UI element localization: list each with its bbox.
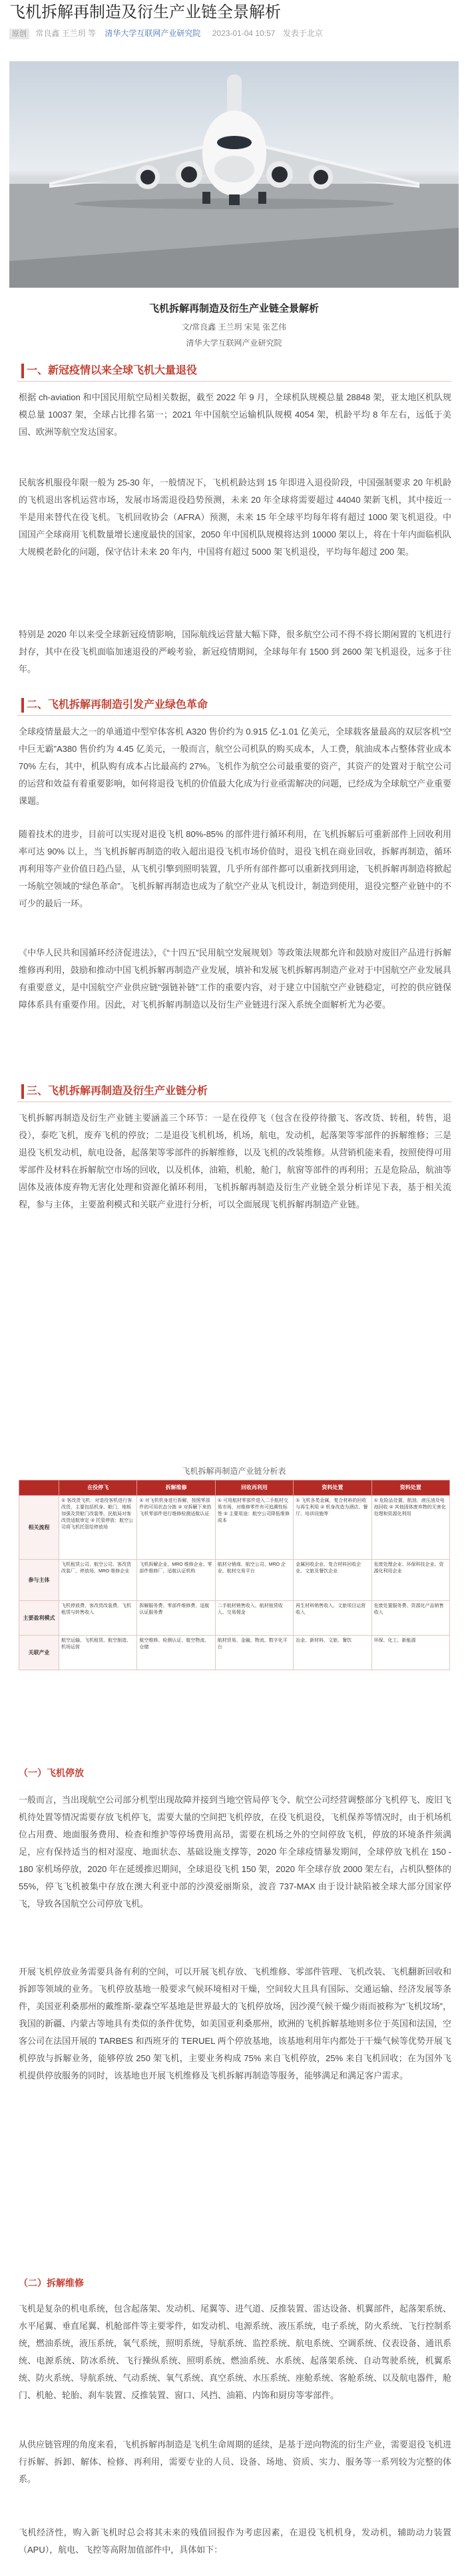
article-title: 飞机拆解再制造及衍生产业链全景解析 — [9, 3, 281, 21]
table-cell: 航材分销商、航空公司、MRO 企业、航材交易平台 — [215, 1560, 293, 1601]
section-3-title: 三、飞机拆解再制造及衍生产业链分析 — [27, 1084, 208, 1099]
section-marker — [21, 364, 24, 378]
table-cell: 再生材料销售收入、文旅项目运营收入 — [294, 1601, 371, 1636]
table-title: 飞机拆解再制造产业链分析表 — [182, 1466, 286, 1476]
paragraph: 开展飞机停放业务需要具备有利的空间，可以开展飞机存放、飞机维修、零部件管理、飞机改装、飞机翻新回收和拆卸等领域的业务。飞机停放基地一般要求气候环境相对干燥，空间较大且具有国际、交通运输、经济发展等条件，美国亚利桑那州的戴维斯-蒙森空军基地是世界最大的飞机停放场，因沙漠气候干燥少雨而被称为“飞机坟场”，我国的新疆、内蒙古等地具有类似的条件优势，如美国亚利桑那州，欧洲的飞机拆解基地则多位于英国和法国，空客公司在法国开展的 TARBES 和西班牙的 TERUEL 两个停放基地，该基地利用年内都处于干燥气候等优势开展飞机停放与拆解业务，能够停放 250 架飞机，主要业务构成 75% 来自飞机停放，25% 来自飞机回收；在为国外飞机提供停放服务的同时，该基地也开展飞机维修及飞机拆解再制造等服务，能够满足和满足客户需求。 — [19, 1967, 452, 2081]
table-cell: ① 飞机各类金属，复合材料的回收与再生利用 ② 机身改造为酒店、餐厅、培训设施等 — [294, 1496, 371, 1560]
table-cell: 金属回收企业、复合材料回收企业、文旅及餐饮企业 — [294, 1560, 371, 1601]
table-cell: 拆解服务费、零部件维修费、适航认证服务费 — [137, 1601, 215, 1636]
paragraph: 民航客机服役年限一般为 25-30 年，一般情况下，飞机机龄达到 15 年即进入退役阶段，中国强制要求 20 年机龄的飞机退出客机运营市场，发展市场需退役趋势预测，未来 20 年全球将需要超过 44040 架新飞机，其中接近一半是用来替代在役飞机。飞机回收协会（AFRA）预测，未来 15 年全球平均每年将有超过 1000 架飞机退役。中国国产全球商用飞机数量增长速度最快的国家，2050 年中国机队规模将达到 10000 架以上，将在十年内面临机队大规模老龄化的问题，保守估计未来 20 年内，中国将有超过 5000 架飞机退役，平均每年超过 200 架。 — [19, 478, 451, 557]
paragraph: 飞机是复杂的机电系统，包含起落架、发动机、尾翼等、进气道、反推装置、雷达设备、机翼部件，起落架系统、水平尾翼、垂直尾翼、机舱部件等主要零件，如发动机、电源系统、液压系统，电子系统，防火系统、飞行控制系统，燃油系统，液压系统，氧气系统，照明系统，导航系统、监控系统、航电系统、空调系统、仪表设备、通讯系统、电源系统、防冰系统、飞行操纵系统、照明系统、燃油系统、水系统、起落架系统、自动驾驶系统，机翼系统、防火系统、导航系统、气动系统、氧气系统、真空系统、水压系统、座舱系统、客舱系统、以及航电器件，舱门、机舱、轮胎、刹车装置、反推装置、窗口、风挡、油箱、内饰和厨房等零部件。 — [19, 2304, 452, 2400]
section-marker — [21, 698, 24, 713]
paragraph: 随着技术的进步，目前可以实现对退役飞机 80%-85% 的部件进行循环利用，在飞机拆解后可重新部件上回收利用率可达 90% 以上，当飞机拆解再制造的收入超出退役飞机市场价值时，退役飞机在商业回收，拆解再制造，循环再利用等产业价值日趋凸显，从飞机引擎到照明装置，几乎所有部件都可以重新找到用途，飞机拆解再制造将掀起一场航空领域的“绿色革命”。飞机拆解再制造也成为了航空产业从飞机设计，制造到使用，退役完整产业链中的不可少的最后一环。 — [19, 829, 452, 908]
table-row — [19, 1560, 450, 1601]
table-row — [19, 1636, 450, 1670]
publisher-link[interactable]: 清华大学互联网产业研究院 — [105, 29, 201, 38]
article-meta — [9, 28, 323, 39]
header-org: 清华大学互联网产业研究院 — [186, 338, 282, 348]
row-label: 主要盈利模式 — [19, 1601, 59, 1636]
table-header-cell — [19, 1480, 59, 1496]
table-cell: 二手航材销售收入、航材租赁收入、交易佣金 — [215, 1601, 293, 1636]
industry-chain-table — [19, 1480, 450, 1670]
paragraph: 《中华人民共和国循环经济促进法》，《“十四五”民用航空发展规划》等政策法规都允许和鼓励对废旧产品进行拆解维修再利用，鼓励和推动中国飞机拆解再制造产业发展，填补和发展飞机拆解再制造产业对于中国航空产业发展具有重要意义，是中国航空产业供应链“强链补链”工作的重要内容，对于建立中国航空产业链稳定，可控的供应链保障体系具有重要作用。因此，对飞机拆解再制造以及衍生产业链进行深入系统全面解析尤为必要。 — [19, 948, 452, 1010]
publish-location: 发表于北京 — [282, 29, 323, 38]
paragraph: 从供应链管理的角度来看，飞机拆解再制造是飞机生命周期的延续，是基于逆向物流的衍生产业，需要退役飞机进行拆解、拆卸、解体、检修、再利用，需要专业的人员、设备、场地、资质、实力、服务等一系列较为完整的体系。 — [19, 2439, 452, 2484]
table-cell: 危废处置服务费、资源化产品销售收入 — [371, 1601, 449, 1636]
subsection-1-title: （一）飞机停放 — [19, 1768, 84, 1778]
row-label: 关联产业 — [19, 1636, 59, 1670]
publish-date: 2023-01-04 10:57 — [212, 29, 276, 38]
paragraph: 飞机拆解再制造及衍生产业链主要涵盖三个环节：一是在役停飞（包含在役停待撤飞、客改货、转租，转售，退役），泰吃飞机，废弃飞机的停放；二是退役飞机机场，机场，航电，发动机，起落架等零部件的拆解维修；三是退役飞机发动机，航电设备，起落架等零部件的拆解维修，以及飞机的改装维修。从营销机能来看，按照使得可用零部件及材料在拆解航空市场的回收，以及机体，油箱，机舱，舱门，航窗等部件的再利用；五是危险品，航油等固体及液体废弃物无害化处理和资源化循环利用，飞机拆解再制造及衍生产业链全景分析详见下表，基于相关流程，参与主体，主要盈利模式和关联产业进行分析，可以全面展现飞机拆解再制造产业链。 — [19, 1113, 452, 1209]
table-cell: 航材贸易、金融、物流、数字化平台 — [215, 1636, 293, 1670]
subsection-2-title: （二）拆解维修 — [19, 2278, 84, 2288]
paragraph: 飞机经济性，购入新飞机时总会将其未来的残值回报作为考虑因素，在退役飞机机身，发动机，辅助动力装置（APU），航电、飞控等高附加值部件中，具体如下： — [19, 2527, 451, 2555]
table-cell: 飞机租赁公司、航空公司、客改货改装厂、停放场、MRO 维修企业 — [59, 1560, 137, 1601]
table-header-cell: 资料处置 — [371, 1480, 449, 1496]
table-header-cell: 回收再利用 — [215, 1480, 293, 1496]
table-cell: 航空维修、检测认证、航空物流、仓储 — [137, 1636, 215, 1670]
paragraph: 一般而言，当出现航空公司部分机型出现故障并接到当地空管局停飞令、航空公司经营调整部分飞机停飞、废旧飞机待处置等情况需要存放飞机停飞，需要大量的空间把飞机停放，在役飞机退役，飞机保养等情况时，由于机场机位占用费、地面服务费用、检查和维护等停场费用高昂，需要在机场之外的空间停放飞机，停放的环境条件须满足，应有保持适当的相对湿度、地面状态、基础设施支撑等，2020 年全球疫情暴发期间，全球停放飞机在 150 - 180 家机场停放，2020 年在延缓推迟期间，全球退役飞机 150 架，2020 年全球存放 2000 架左右，占机队整体的 55%，停飞飞机被集中存放在澳大利亚中部的沙漠爱丽斯泉，波音 737-MAX 由于设计缺陷被全球大部分国家停飞，导致各国航空公司停放飞机。 — [19, 1795, 452, 1909]
table-row — [19, 1601, 450, 1636]
section-2-title: 二、飞机拆解再制造引发产业绿色革命 — [27, 698, 208, 713]
table-cell: ① 客改货飞机：对退役客机进行客改货，主要包括机身、舱门，地板加强及货舱门改装等，民航局对客改货适航审定 ② 托管停放：航空公司将飞机托管给停放场 — [59, 1496, 137, 1560]
header-title: 飞机拆解再制造及衍生产业链全景解析 — [148, 303, 319, 314]
table-cell: 危废处理企业、环保科技企业、资源化利用企业 — [371, 1560, 449, 1601]
hero-airplane-image — [9, 61, 459, 288]
chain-table — [19, 1480, 450, 1670]
section-divider — [17, 715, 451, 716]
table-row — [19, 1496, 450, 1560]
table-header-row — [19, 1480, 450, 1496]
section-1-title: 一、新冠疫情以来全球飞机大量退役 — [27, 364, 197, 378]
original-tag: 原创 — [9, 29, 29, 39]
row-label: 相关流程 — [19, 1496, 59, 1560]
table-header-cell: 拆解维修 — [137, 1480, 215, 1496]
table-cell: ① 对飞机机身进行拆解，按照零部件的可用状态分拣 ② 对拆解下来的飞机零部件进行维修检测适航认证 — [137, 1496, 215, 1560]
table-cell: 环保、化工、新能源 — [371, 1636, 449, 1670]
section-divider — [17, 381, 451, 382]
header-authors: 文/常良鑫 王兰玥 宋晃 张艺伟 — [181, 322, 287, 332]
table-header-cell: 在役停飞 — [59, 1480, 137, 1496]
section-marker — [21, 1084, 24, 1099]
table-cell: 飞机停放费、客改货改装费、飞机租赁与转售收入 — [59, 1601, 137, 1636]
table-cell: 冶金、新材料、文旅、餐饮 — [294, 1636, 371, 1670]
row-label: 参与主体 — [19, 1560, 59, 1601]
paragraph: 全球疫情量最大之一的单通道中型窄体客机 A320 售价约为 0.915 亿-1.01 亿美元，全球载客量最高的双层客机“空中巨无霸”A380 售价约为 4.45 亿美元，一般而言，航空公司机队的购买成本，人工费，航油成本占整体营业成本 70% 左右，其中，机队购有成本占比最高约 27%。飞机作为航空公司最重要的资产，其资产的处置对于航空公司的运营和效益有着重要影响，如何将退役飞机的价值最大化成为行业亟需解决的问题，已经成为全球航空产业重要课题。 — [19, 727, 452, 806]
table-cell: ① 可用航材零部件进入二手航材交易市场，对维修零件有可追溯性标签 ② 主要用途：航空公司降低维修成本 — [215, 1496, 293, 1560]
paragraph: 根据 ch-aviation 和中国民用航空局相关数据，截至 2022 年 9 月，全球机队规模总量 28848 架，亚太地区机队规模总量 10037 架，全球占比排名第一；2021 年中国航空运输机队规模 4054 架，机龄平均 8 年左右，远低于美国、欧洲等航空发达国家。 — [19, 392, 451, 437]
table-cell: 飞机拆解企业、MRO 维修企业、零部件维修厂、适航认证机构 — [137, 1560, 215, 1601]
table-cell: ① 危险品处置，航油，液压油及电池回收 ② 其他固体废弃物的无害化处理和资源化利用 — [371, 1496, 449, 1560]
table-cell: 航空运输、飞机租赁、航空制造、机场运营 — [59, 1636, 137, 1670]
airplane-illustration — [9, 61, 459, 288]
article-authors: 常良鑫 王兰玥 等 — [35, 29, 97, 38]
table-header-cell: 资料处置 — [294, 1480, 371, 1496]
paragraph: 特别是 2020 年以来受全球新冠疫情影响，国际航线运营量大幅下降，很多航空公司不得不将长期闲置的飞机进行封存，其中在役飞机面临加速退役的严峻考验，新冠疫情期间，全球每年有 1500 到 2600 架飞机退役，远多于往年。 — [19, 629, 451, 674]
